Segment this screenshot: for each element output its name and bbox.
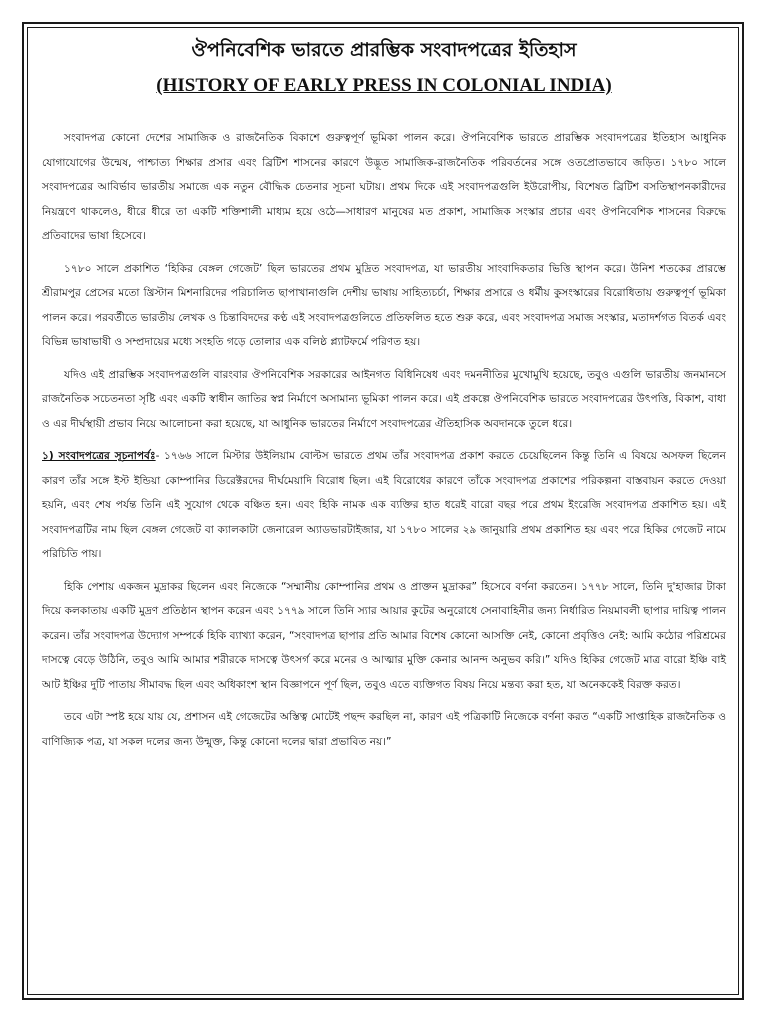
body-paragraph: তবে এটা স্পষ্ট হয়ে যায় যে, প্রশাসন এই গেজেটের অস্তিত্ব মোটেই পছন্দ করছিল না, কারণ এই পত্রিকাটি নিজেকে বর্ণনা করত “একটি সাপ্তাহিক রাজনৈতিক ও বাণিজ্যিক পত্র, যা সকল দলের জন্য উন্মুক্ত, কিন্তু কোনো দলের দ্বারা প্রভাবিত নয়।” xyxy=(42,711,726,748)
document-title-bengali: ঔপনিবেশিক ভারতে প্রারম্ভিক সংবাদপত্রের ইতিহাস xyxy=(191,39,577,61)
body-paragraph: হিকি পেশায় একজন মুদ্রাকর ছিলেন এবং নিজেকে “সম্মানীয় কোম্পানির প্রথম ও প্রাক্তন মুদ্রাকর” হিসেবে বর্ণনা করতেন। ১৭৭৮ সালে, তিনি দু'হাজার টাকা দিয়ে কলকাতায় একটি মুদ্রণ প্রতিষ্ঠান স্থাপন করেন এবং ১৭৭৯ সালে তিনি স্যার আয়ার কুটের অনুরোধে সেনাবাহিনীর জন্য নির্ধারিত নিয়মাবলী ছাপার দায়িত্ব পালন করেন। তাঁর সংবাদপত্র উদ্যোগ সম্পর্কে হিকি ব্যাখ্যা করেন, “সংবাদপত্র ছাপার প্রতি আমার বিশেষ কোনো আসক্তি নেই, কোনো প্রবৃত্তিও নেই: আমি কঠোর পরিশ্রমের দাসত্বে বেড়ে উঠিনি, তবুও আমি আমার শরীরকে দাসত্বে উৎসর্গ করে মনের ও আত্মার মুক্তি কেনার আনন্দ অনুভব করি।” যদিও হিকির গেজেট মাত্র বারো ইঞ্চি বাই আট ইঞ্চির দুটি পাতায় সীমাবদ্ধ ছিল এবং অধিকাংশ স্থান বিজ্ঞাপনে পূর্ণ ছিল, তবুও এতে ব্যক্তিগত বিষয় নিয়ে মন্তব্য করা হত, যা অনেককেই বিরক্ত করত। xyxy=(42,580,726,691)
section-1-body: - ১৭৬৬ সালে মিস্টার উইলিয়াম বোল্টস ভারতে প্রথম তাঁর সংবাদপত্র প্রকাশ করতে চেয়েছিলেন কিন্তু তিনি এ বিষয়ে অসফল ছিলেন কারণ তাঁর সঙ্গে ইস্ট ইন্ডিয়া কোম্পানির ডিরেক্টরদের দীর্ঘমেয়াদি বিরোধ ছিল। এই বিরোধের কারণে তাঁকে সংবাদপত্র প্রকাশের পরিকল্পনা বাস্তবায়ন করতে দেওয়া হয়নি, এবং শেষ পর্যন্ত তিনি এই সুযোগ থেকে বঞ্চিত হন। এবং হিকি নামক এক ব্যক্তির হাত ধরেই বারো বছর পরে প্রথম ইংরেজি সংবাদপত্র প্রকাশিত হয়। এই সংবাদপত্রটির নাম ছিল বেঙ্গল গেজেট বা ক্যালকাটা জেনারেল অ্যাডভারটাইজার, যা ১৭৮০ সালের ২৯ জানুয়ারি প্রথম প্রকাশিত হয় এবং পরে হিকির গেজেট নামে পরিচিতি পায়। xyxy=(42,450,726,560)
intro-paragraph: সংবাদপত্র কোনো দেশের সামাজিক ও রাজনৈতিক বিকাশে গুরুত্বপূর্ণ ভূমিকা পালন করে। ঔপনিবেশিক ভারতে প্রারম্ভিক সংবাদপত্রের ইতিহাস আধুনিক যোগাযোগের উন্মেষ, পাশ্চাত্য শিক্ষার প্রসার এবং ব্রিটিশ শাসনের কারণে উদ্ভূত সামাজিক-রাজনৈতিক পরিবর্তনের সঙ্গে ওতপ্রোতভাবে জড়িত। ১৭৮০ সালে সংবাদপত্রের আবির্ভাব ভারতীয় সমাজে এক নতুন বৌদ্ধিক চেতনার সূচনা ঘটায়। প্রথম দিকে এই সংবাদপত্রগুলি ইউরোপীয়, বিশেষত ব্রিটিশ বসতিস্থাপনকারীদের নিয়ন্ত্রণে থাকলেও, ধীরে ধীরে তা একটি শক্তিশালী মাধ্যম হয়ে ওঠে—সাধারণ মানুষের মত প্রকাশ, সামাজিক সংস্কার প্রচার এবং ঔপনিবেশিক শাসনের বিরুদ্ধে প্রতিবাদের ভাষা হিসেবে। xyxy=(42,132,726,242)
document-body xyxy=(42,36,726,754)
body-paragraph: ১৭৮০ সালে প্রকাশিত ‘হিকির বেঙ্গল গেজেট’ ছিল ভারতের প্রথম মুদ্রিত সংবাদপত্র, যা ভারতীয় সাংবাদিকতার ভিত্তি স্থাপন করে। উনিশ শতকের প্রারম্ভে শ্রীরামপুর প্রেসের মতো খ্রিস্টান মিশনারিদের পরিচালিত ছাপাখানাগুলি দেশীয় ভাষায় সাহিত্যচর্চা, শিক্ষার প্রসারে ও ধর্মীয় কুসংস্কারের বিরোধিতায় গুরুত্বপূর্ণ ভূমিকা পালন করে। পরবর্তীতে ভারতীয় লেখক ও চিন্তাবিদদের কণ্ঠ এই সংবাদপত্রগুলিতে প্রতিফলিত হতে শুরু করে, এবং সংবাদপত্র সমাজ সংস্কার, মতাদর্শগত বিতর্ক এবং বিভিন্ন ভাষাভাষী ও সম্প্রদায়ের মধ্যে সংহতি গড়ে তোলার এক বলিষ্ঠ প্ল্যাটফর্মে পরিণত হয়। xyxy=(42,262,726,348)
section-1-heading: ১) সংবাদপত্রের সূচনাপর্বঃ xyxy=(42,450,156,462)
section-1-paragraph xyxy=(42,444,726,567)
body-paragraph: যদিও এই প্রারম্ভিক সংবাদপত্রগুলি বারংবার ঔপনিবেশিক সরকারের আইনগত বিধিনিষেধ এবং দমননীতির মুখোমুখি হয়েছে, তবুও এগুলি ভারতীয় জনমানসে রাজনৈতিক সচেতনতা সৃষ্টি এবং একটি স্বাধীন জাতির স্বপ্ন নির্মাণে অসামান্য ভূমিকা পালন করে। এই প্রকল্পে ঔপনিবেশিক ভারতে সংবাদপত্রের উৎপত্তি, বিকাশ, বাধা ও এর দীর্ঘস্থায়ী প্রভাব নিয়ে আলোচনা করা হয়েছে, যা আধুনিক ভারতের নির্মাণে সংবাদপত্রের ঐতিহাসিক অবদানকে তুলে ধরে। xyxy=(42,368,726,430)
document-title-english: (HISTORY OF EARLY PRESS IN COLONIAL INDIA) xyxy=(156,75,612,96)
